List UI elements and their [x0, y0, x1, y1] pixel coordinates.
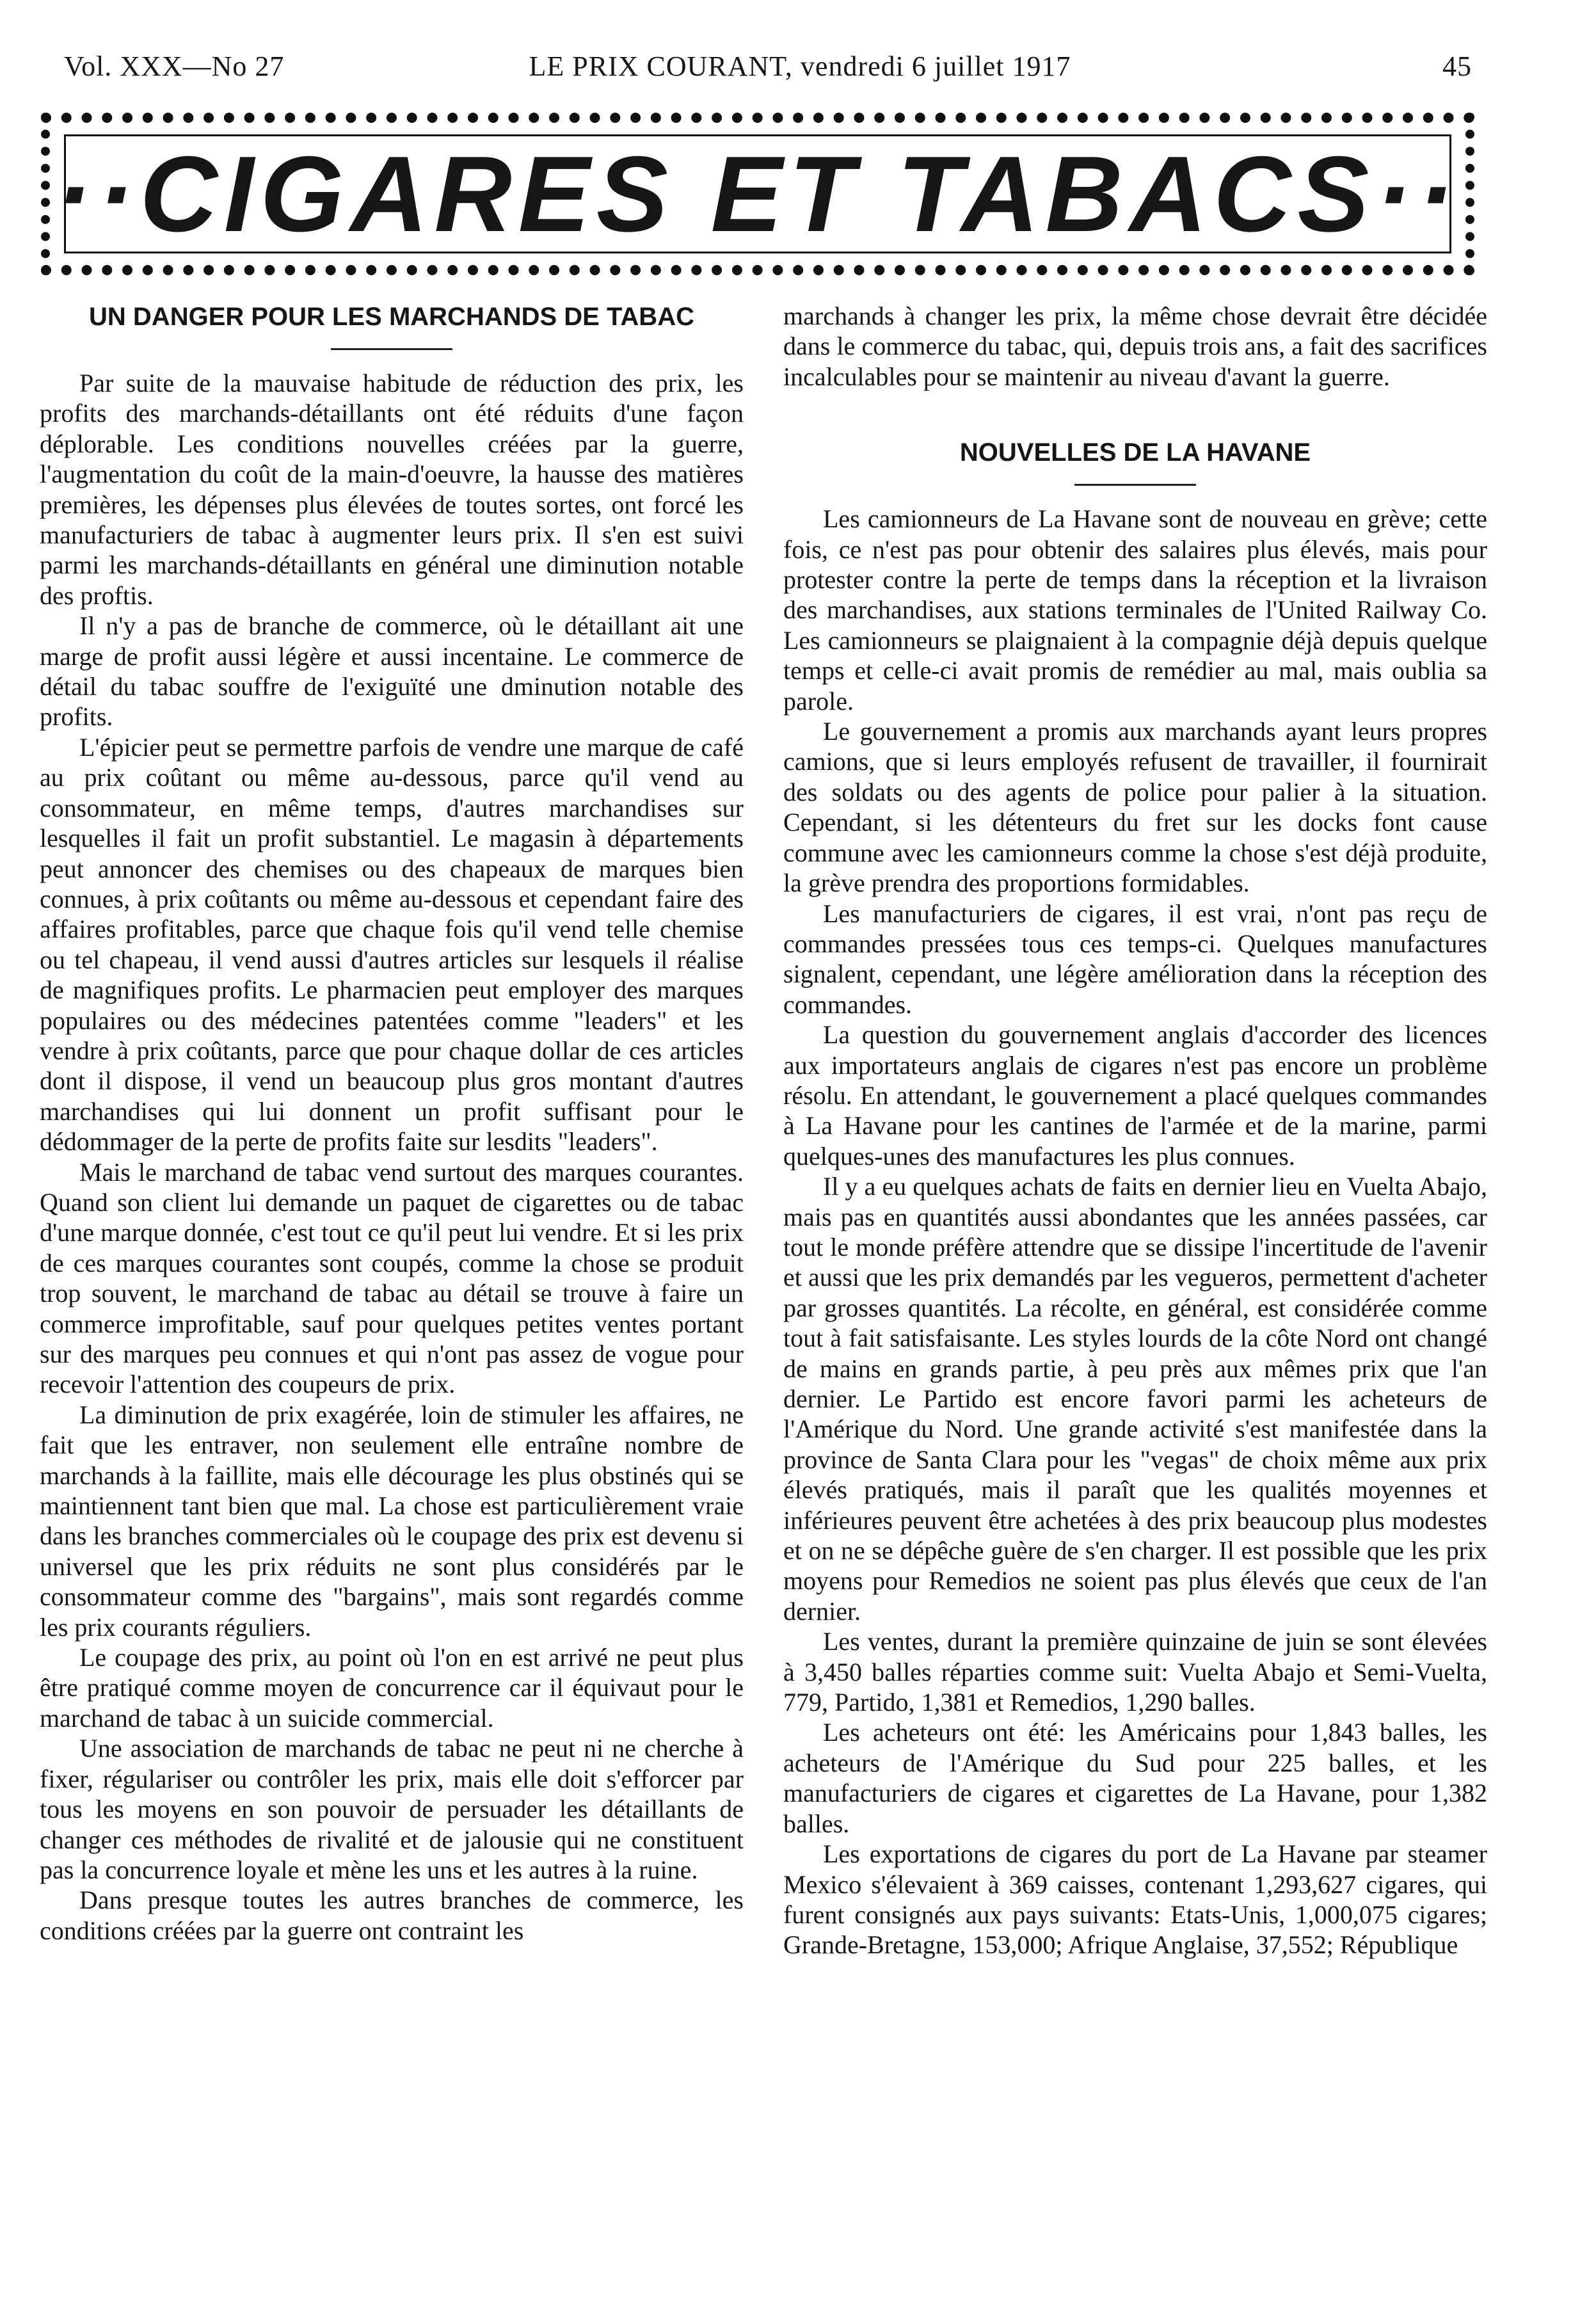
- article-paragraph: Le coupage des prix, au point où l'on en est arrivé ne peut plus être pratiqué comme moyen de concurrence car il équivaut pour le marchand de tabac à un suicide commercial.: [40, 1643, 744, 1733]
- left-column: [40, 301, 744, 1946]
- section-title: ··CIGARES ET TABACS··: [55, 134, 1460, 254]
- banner-frame: [55, 134, 1460, 254]
- article-paragraph: Mais le marchand de tabac vend surtout des marques courantes. Quand son client lui demande un paquet de cigarettes ou de tabac d'une marque donnée, c'est tout ce qu'il peut lui vendre. Et si les prix de ces marques courantes sont coupés, comme la chose se produit trop souvent, le marchand de tabac au détail se trouve à faire un commerce improfitable, sauf pour quelques petites ventes portant sur des marques peu connues et qui n'ont pas assez de vogue pour recevoir l'attention des coupeurs de prix.: [40, 1157, 744, 1399]
- right-column: [783, 301, 1487, 1960]
- volume-number: Vol. XXX—No 27: [64, 51, 285, 82]
- article-paragraph: Le gouvernement a promis aux marchands ayant leurs propres camions, que si leurs employés refusent de travailler, il fournirait des soldats ou des agents de police pour palier à la situation. Cependant, si les détenteurs du fret sur les docks font cause commune avec les camionneurs comme la chose s'est déjà produite, la grève prendra des proportions formidables.: [783, 717, 1487, 898]
- article-paragraph: Les camionneurs de La Havane sont de nouveau en grève; cette fois, ce n'est pas pour obtenir des salaires plus élevés, mais pour protester contre la perte de temps dans la réception et la livraison des marchandises, aux stations terminales de l'United Railway Co. Les camionneurs se plaignaient à la compagnie déjà depuis quelque temps et celle-ci avait promis de remédier au mal, mais oublia sa parole.: [783, 504, 1487, 716]
- heading-rule: [331, 348, 452, 350]
- article-heading: UN DANGER POUR LES MARCHANDS DE TABAC: [89, 303, 694, 331]
- article-paragraph: Il n'y a pas de branche de commerce, où le détaillant ait une marge de profit aussi légère et aussi incentaine. Le commerce de détail du tabac souffre de l'exiguïté une dminution notable des profits.: [40, 611, 744, 732]
- publication-title: LE PRIX COURANT, vendredi 6 juillet 1917: [529, 51, 1071, 82]
- heading-rule: [1074, 484, 1196, 486]
- article-paragraph: L'épicier peut se permettre parfois de vendre une marque de café au prix coûtant ou même au-dessous, parce qu'il vend au consommateur, en même temps, d'autres marchandises sur lesquelles il fait un profit substantiel. Le magasin à départements peut annoncer des chemises ou des chapeaux de marques bien connues, à prix coûtants ou même au-dessous et cependant faire des affaires profitables, parce que chaque fois qu'il vend telle chemise ou tel chapeau, il vend aussi d'autres articles sur lesquels il réalise de magnifiques profits. Le pharmacien peut employer des marques populaires ou des médecines patentées comme "leaders" et les vendre à prix coûtants, parce que pour chaque dollar de ces articles dont il dispose, il vend un beaucoup plus gros montant d'autres marchandises qui lui donnent un profit suffisant pour le dédommager de la perte de profits faite sur lesdits "leaders".: [40, 732, 744, 1156]
- article-paragraph: Par suite de la mauvaise habitude de réduction des prix, les profits des marchands-détaillants ont été réduits d'une façon déplorable. Les conditions nouvelles créées par la guerre, l'augmentation du coût de la main-d'oeuvre, la hausse des matières premières, les dépenses plus élevées de toutes sortes, ont forcé les manufacturiers de tabac à augmenter leurs prix. Il s'en est suivi parmi les marchands-détaillants en général une diminution notable des proftis.: [40, 369, 744, 610]
- article-paragraph: Les manufacturiers de cigares, il est vrai, n'ont pas reçu de commandes pressées tous ces temps-ci. Quelques manufactures signalent, cependant, une légère amélioration dans la réception des commandes.: [783, 899, 1487, 1019]
- article-paragraph: La diminution de prix exagérée, loin de stimuler les affaires, ne fait que les entraver, non seulement elle entraîne nombre de marchands à la faillite, mais elle décourage les plus obstinés qui se maintiennent tant bien que mal. La chose est particulièrement vraie dans les branches commerciales où le coupage des prix est devenu si universel que les prix réduits ne sont plus considérés par le consommateur comme des "bargains", mais sont regardés comme les prix courants réguliers.: [40, 1400, 744, 1642]
- article-paragraph: Il y a eu quelques achats de faits en dernier lieu en Vuelta Abajo, mais pas en quantités aussi abondantes que les années passées, car tout le monde préfère attendre que se dissipe l'incertitude de l'avenir et aussi que les prix demandés par les vegueros, permettent d'acheter par grosses quantités. La récolte, en général, est considérée comme tout à fait satisfaisante. Les styles lourds de la côte Nord ont changé de mains en grands partie, à peu près aux mêmes prix que l'an dernier. Le Partido est encore favori parmi les acheteurs de l'Amérique du Nord. Une grande activité s'est manifestée dans la province de Santa Clara pour les "vegas" de choix même aux prix élevés pratiqués, mais il paraît que les qualités moyennes et inférieures peuvent être achetées à des prix beaucoup plus modestes et on ne se dépêche guère de s'en charger. Il est possible que les prix moyens pour Remedios ne soient pas plus élevés que ceux de l'an dernier.: [783, 1172, 1487, 1626]
- article-paragraph: Dans presque toutes les autres branches de commerce, les conditions créées par la guerre ont contraint les: [40, 1885, 744, 1945]
- article-continuation: marchands à changer les prix, la même chose devrait être décidée dans le commerce du tabac, qui, depuis trois ans, a fait des sacrifices incalculables pour se maintenir au niveau d'avant la guerre.: [783, 301, 1487, 391]
- article-paragraph: Les acheteurs ont été: les Américains pour 1,843 balles, les acheteurs de l'Amérique du Sud pour 225 balles, et les manufacturiers de cigares et cigarettes de La Havane, pour 1,382 balles.: [783, 1718, 1487, 1838]
- page-header: [64, 50, 1472, 88]
- article-paragraph: Une association de marchands de tabac ne peut ni ne cherche à fixer, régulariser ou contrôler les prix, mais elle doit s'efforcer par tous les moyens en son pouvoir de persuader les détaillants de changer ces méthodes de rivalité et de jalousie qui ne constituent pas la concurrence loyale et mène les uns et les autres à la ruine.: [40, 1734, 744, 1884]
- section-banner: [41, 113, 1474, 275]
- article-paragraph: Les ventes, durant la première quinzaine de juin se sont élevées à 3,450 balles réparties comme suit: Vuelta Abajo et Semi-Vuelta, 779, Partido, 1,381 et Remedios, 1,290 balles.: [783, 1627, 1487, 1717]
- page-number: 45: [1442, 51, 1472, 82]
- article-paragraph: Les exportations de cigares du port de La Havane par steamer Mexico s'élevaient à 369 caisses, contenant 1,293,627 cigares, qui furent consignés aux pays suivants: Etats-Unis, 1,000,075 cigares; Grande-Bretagne, 153,000; Afrique Anglaise, 37,552; République: [783, 1839, 1487, 1960]
- article-heading: NOUVELLES DE LA HAVANE: [959, 438, 1311, 467]
- article-paragraph: La question du gouvernement anglais d'accorder des licences aux importateurs anglais de cigares n'est pas encore un problème résolu. En attendant, le gouvernement a placé quelques commandes à La Havane pour les cantines de l'armée et de la marine, parmi quelques-unes des manufactures les plus connues.: [783, 1020, 1487, 1171]
